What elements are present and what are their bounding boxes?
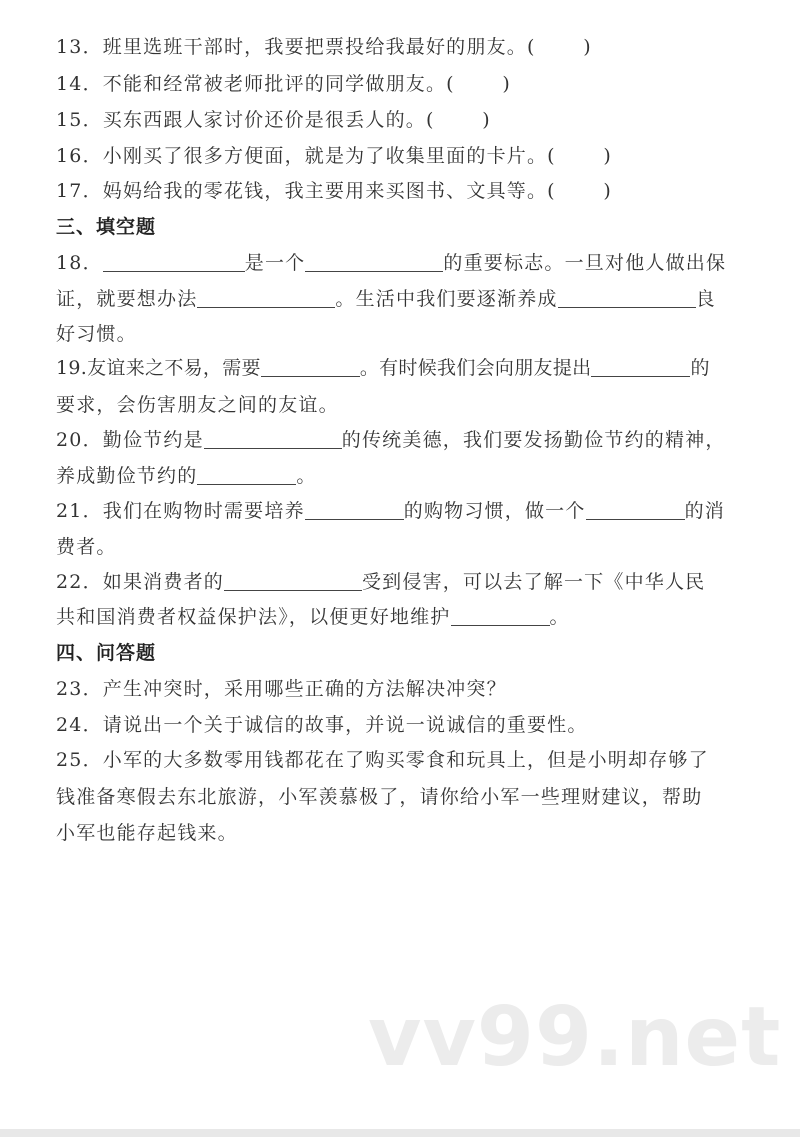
question-19-line2: 要求，会伤害朋友之间的友谊。 (56, 394, 339, 416)
blank[interactable] (451, 607, 550, 626)
question-21-line2: 费者。 (56, 536, 117, 558)
question-21 (56, 499, 725, 523)
question-22 (56, 570, 705, 594)
question-18 (56, 251, 726, 275)
text: 。 (549, 606, 570, 628)
question-25-line2: 钱准备寒假去东北旅游，小军羡慕极了，请你给小军一些理财建议，帮助 (56, 786, 703, 808)
blank[interactable] (586, 501, 685, 520)
text: 养成勤俭节约的 (56, 465, 198, 487)
text: 共和国消费者权益保护法》，以便更好地维护 (56, 606, 451, 628)
question-17: 17．妈妈给我的零花钱，我主要用来买图书、文具等。( ) (56, 180, 613, 202)
text: 受到侵害，可以去了解一下《中华人民 (361, 571, 706, 593)
blank[interactable] (305, 253, 443, 272)
text: 22．如果消费者的 (56, 571, 224, 593)
question-25: 25．小军的大多数零用钱都花在了购买零食和玩具上，但是小明却存够了 (56, 749, 709, 771)
question-13: 13．班里选班干部时，我要把票投给我最好的朋友。( ) (56, 36, 592, 58)
watermark: vv99.net (368, 990, 782, 1085)
text: 是一个 (244, 252, 306, 274)
section-heading-qa: 四、问答题 (56, 642, 157, 664)
question-20-line2 (56, 464, 317, 488)
question-16: 16．小刚买了很多方便面，就是为了收集里面的卡片。( ) (56, 145, 613, 167)
text: 的消 (684, 500, 725, 522)
text: 。 (296, 465, 317, 487)
question-23: 23．产生冲突时，采用哪些正确的方法解决冲突？ (56, 678, 507, 700)
question-18-line2 (56, 287, 716, 311)
page-bottom-edge (0, 1129, 800, 1137)
text: 的传统美德，我们要发扬勤俭节约的精神， (341, 429, 726, 451)
question-24: 24．请说出一个关于诚信的故事，并说一说诚信的重要性。 (56, 714, 588, 736)
text: 的 (690, 357, 710, 379)
text: 21．我们在购物时需要培养 (56, 500, 305, 522)
blank[interactable] (558, 289, 696, 308)
blank[interactable] (261, 358, 360, 377)
text: 良 (695, 288, 716, 310)
question-25-line3: 小军也能存起钱来。 (56, 822, 238, 844)
question-22-line2 (56, 605, 570, 629)
blank[interactable] (305, 501, 404, 520)
blank[interactable] (103, 253, 245, 272)
text: 。生活中我们要逐渐养成 (335, 288, 558, 310)
question-18-line3: 好习惯。 (56, 323, 137, 345)
text: 的重要标志。一旦对他人做出保 (443, 252, 727, 274)
blank[interactable] (204, 430, 342, 449)
blank[interactable] (197, 289, 335, 308)
text: 19.友谊来之不易，需要 (56, 357, 261, 379)
blank[interactable] (224, 572, 362, 591)
section-heading-fill-blank: 三、填空题 (56, 216, 157, 238)
text: 。有时候我们会向朋友提出 (359, 357, 592, 379)
text: 的购物习惯，做一个 (403, 500, 586, 522)
blank[interactable] (591, 358, 690, 377)
text: 20．勤俭节约是 (56, 429, 204, 451)
question-14: 14．不能和经常被老师批评的同学做朋友。( ) (56, 73, 512, 95)
question-20 (56, 428, 726, 452)
blank[interactable] (197, 466, 296, 485)
question-19 (56, 356, 710, 380)
text: 证，就要想办法 (56, 288, 198, 310)
question-15: 15．买东西跟人家讨价还价是很丢人的。( ) (56, 109, 491, 131)
text: 18． (56, 252, 103, 274)
